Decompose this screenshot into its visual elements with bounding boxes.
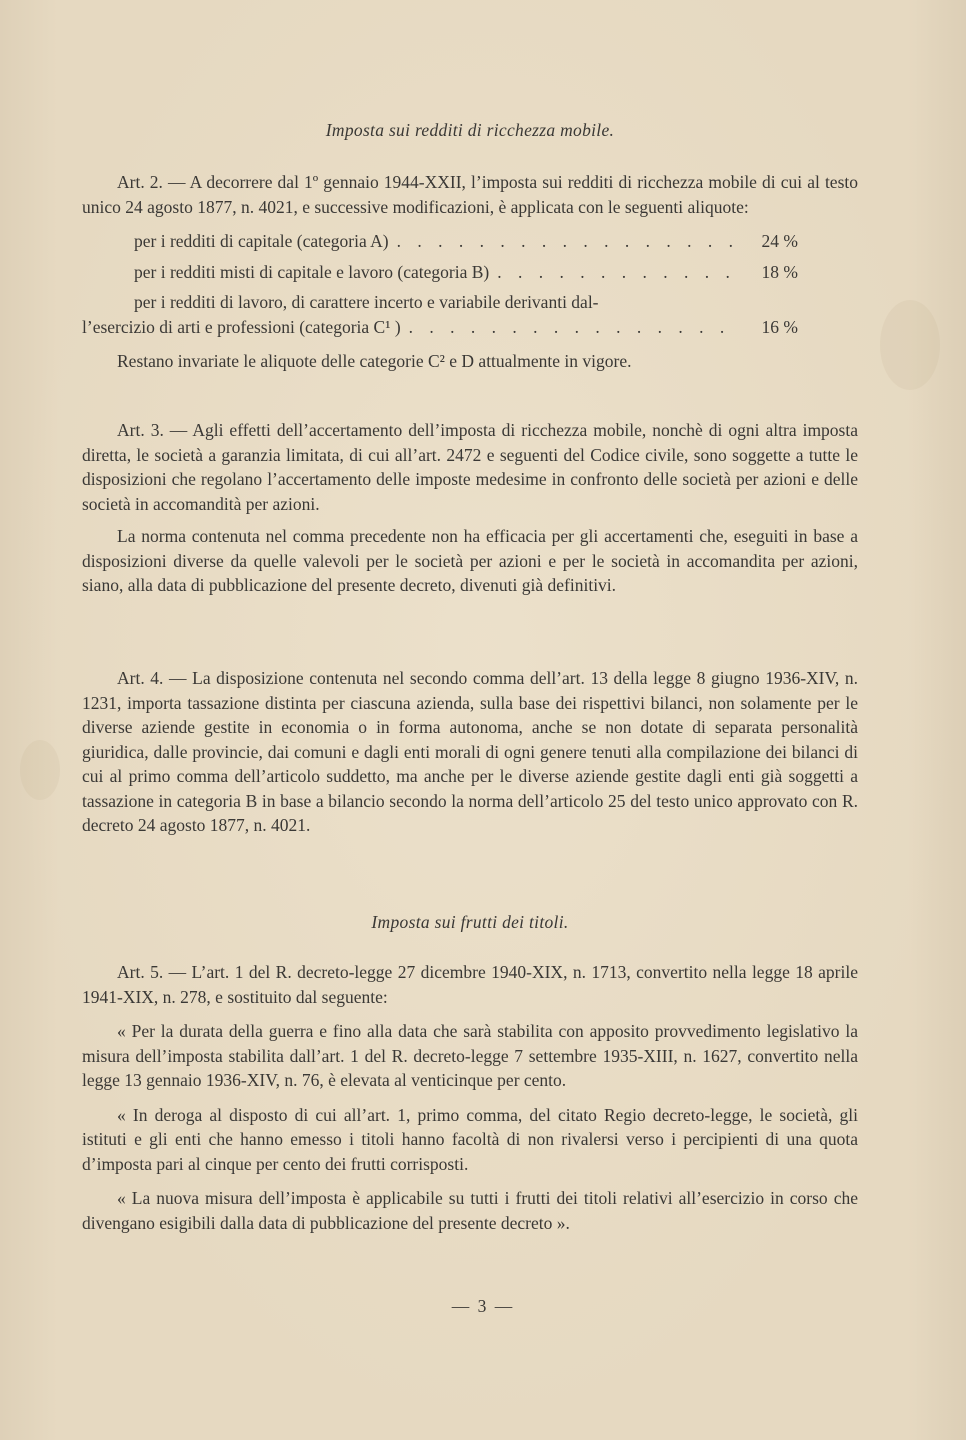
section-title: Imposta sui redditi di ricchezza mobile.: [325, 120, 615, 140]
rate-line-c1: [82, 315, 858, 340]
leader-dots: [397, 229, 738, 254]
rate-label: l’esercizio di arti e professioni (categoria C¹ ): [82, 316, 401, 337]
article-2: [82, 170, 858, 374]
article-2-intro: Art. 2. — A decorrere dal 1º gennaio 1944-XXII, l’imposta sui redditi di ricchezza mobile di cui al testo unico 24 agosto 1877, n. 4021, e successive modificazioni, è applicata con le seguenti aliquote:: [82, 172, 858, 217]
rate-line-b: [82, 260, 858, 285]
article-3: [82, 418, 858, 598]
rate-value: 18 %: [761, 261, 798, 282]
article-2-closing: Restano invariate le aliquote delle categorie C² e D attualmente in vigore.: [117, 351, 632, 371]
article-5-quote-2: « In deroga al disposto di cui all’art. 1, primo comma, del citato Regio decreto-legge, le società, gli istituti e gli enti che hanno emesso i titoli hanno facoltà di non rivalersi verso i percipienti di una quota d’imposta pari al cinque per cento dei frutti corrisposti.: [82, 1104, 858, 1174]
rate-value: 24 %: [761, 231, 798, 251]
article-5-quote-1: « Per la durata della guerra e fino alla data che sarà stabilita con apposito provvedimento legislativo la misura dell’imposta stabilita dall’art. 1 del R. decreto-legge 7 settembre 1935-XIII, n. 1627, convertito nella legge 13 gennaio 1936-XIV, n. 76, è elevata al venticinque per cento.: [82, 1021, 858, 1090]
paper-stain: [20, 740, 60, 800]
section-title: Imposta sui frutti dei titoli.: [371, 912, 569, 932]
article-5: [82, 960, 858, 1235]
page-number: — 3 —: [451, 1296, 515, 1316]
leader-dots: [497, 260, 738, 285]
article-5-intro: Art. 5. — L’art. 1 del R. decreto-legge 27 dicembre 1940-XIX, n. 1713, convertito nella legge 18 aprile 1941-XIX, n. 278, e sostituito dal seguente:: [82, 962, 858, 1007]
leader-dots: [409, 315, 738, 340]
rate-label: per i redditi di capitale (categoria A): [134, 231, 389, 251]
rate-line-c1-first: per i redditi di lavoro, di carattere incerto e variabile derivanti dal-: [134, 292, 599, 312]
rate-label: per i redditi misti di capitale e lavoro (categoria B): [134, 261, 490, 282]
article-5-quote-3: « La nuova misura dell’imposta è applicabile su tutti i frutti dei titoli relativi all’esercizio in corso che divengano esigibili dalla data di pubblicazione del presente decreto ».: [82, 1188, 858, 1233]
rate-line-a: [82, 229, 858, 254]
article-4: [82, 666, 858, 838]
article-3-paragraph-2: La norma contenuta nel comma precedente non ha efficacia per gli accertamenti che, eseguiti in base a disposizioni diverse da quelle valevoli per le società per azioni e per le società in accomandita per azioni, siano, alla data di pubblicazione del presente decreto, divenuti già definitivi.: [82, 526, 858, 595]
article-4-paragraph: Art. 4. — La disposizione contenuta nel secondo comma dell’art. 13 della legge 8 giugno 1936-XIV, n. 1231, importa tassazione distinta per ciascuna azienda, sulla base dei rispettivi bilanci, non solamente per le diverse aziende gestite in economia o in forma autonoma, anche se non dotate di separata personalità giuridica, dalle provincie, dai comuni e dagli enti morali di ogni genere tenuti alla compilazione dei bilanci di cui al primo comma dell’articolo suddetto, ma anche per le diverse aziende gestite dagli enti già soggetti a tassazione in categoria B in base a bilancio secondo la norma dell’articolo 25 del testo unico approvato con R. decreto 24 agosto 1877, n. 4021.: [82, 668, 858, 835]
rate-value: 16 %: [761, 316, 798, 337]
section-heading-ricchezza: [82, 118, 858, 143]
article-3-paragraph-1: Art. 3. — Agli effetti dell’accertamento dell’imposta di ricchezza mobile, nonchè di ogni altra imposta diretta, le società a garanzia limitata, di cui all’art. 2472 e seguenti del Codice civile, sono soggette a tutte le disposizioni che regolano l’accertamento delle imposte medesime in confronto delle società per azioni e delle società in accomandità per azioni.: [82, 420, 858, 514]
section-heading-titoli: [82, 910, 858, 935]
paper-stain: [880, 300, 940, 390]
